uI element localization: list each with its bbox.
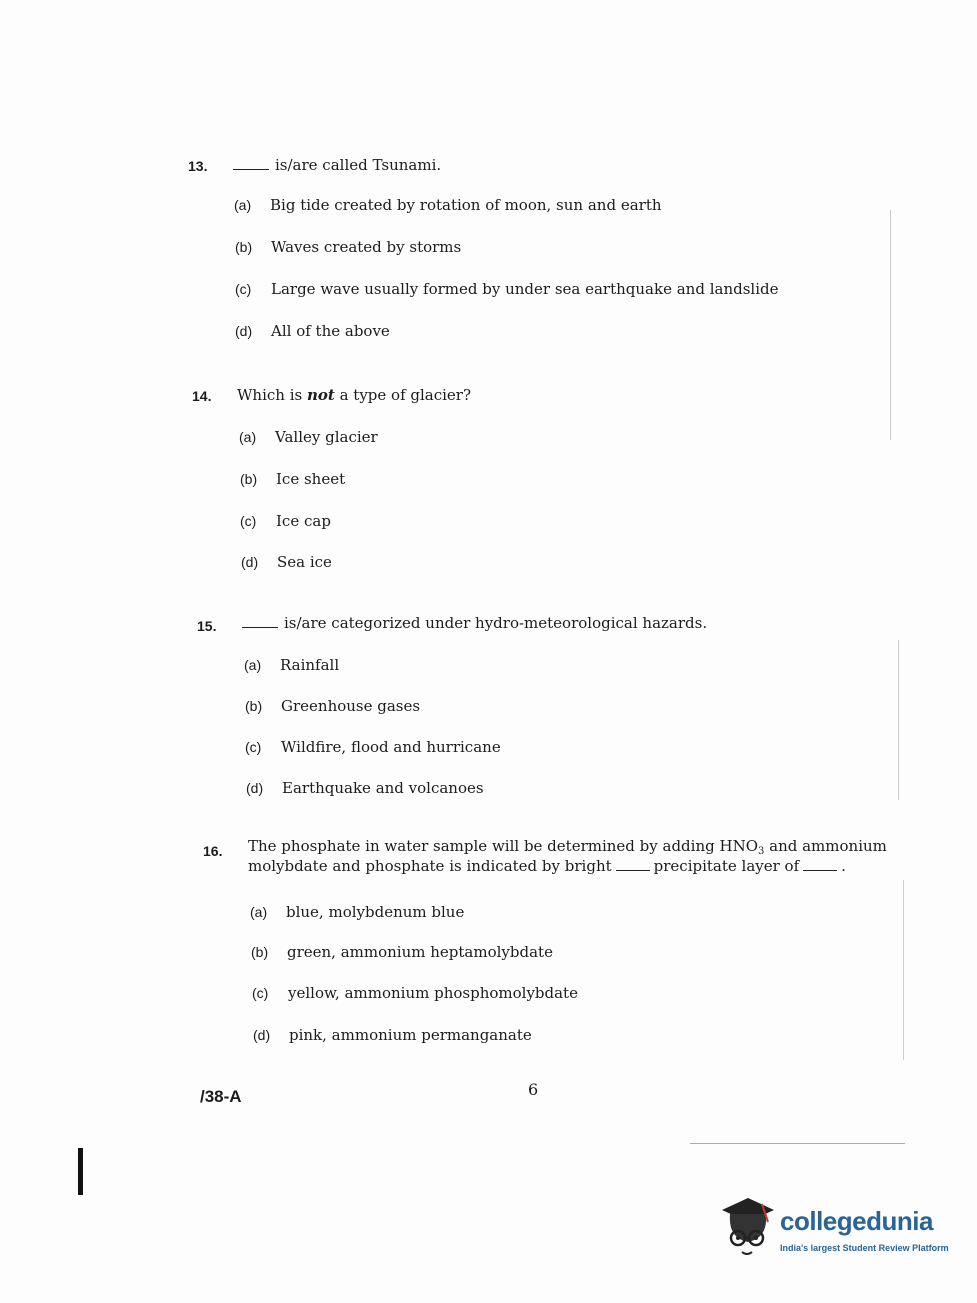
option-text: green, ammonium heptamolybdate <box>287 943 553 961</box>
option-label: (d) <box>246 780 264 796</box>
scan-margin-line <box>890 210 891 440</box>
question-text: Which is not a type of glacier? <box>237 386 472 404</box>
option-label: (c) <box>245 739 262 755</box>
option-text: Valley glacier <box>275 428 378 446</box>
option-label: (c) <box>240 513 257 529</box>
mascot-icon <box>718 1196 778 1262</box>
question-number: 16. <box>203 843 223 859</box>
question-13 <box>188 158 828 348</box>
option-label: (b) <box>245 698 263 714</box>
option-text: Wildfire, flood and hurricane <box>281 738 501 756</box>
option-d <box>241 553 332 571</box>
option-label: (d) <box>241 554 259 570</box>
option-label: (d) <box>235 323 253 339</box>
option-label: (c) <box>252 985 269 1001</box>
scan-edge-mark <box>78 1148 83 1195</box>
option-label: (d) <box>253 1027 271 1043</box>
paper-code: /38-A <box>200 1087 242 1106</box>
option-text: Large wave usually formed by under sea earthquake and landslide <box>271 280 779 298</box>
question-text: is/are called Tsunami. <box>233 156 441 174</box>
option-label: (a) <box>239 429 257 445</box>
option-label: (b) <box>240 471 258 487</box>
option-text: yellow, ammonium phosphomolybdate <box>288 984 578 1002</box>
option-text: Earthquake and volcanoes <box>282 779 484 797</box>
option-text: Greenhouse gases <box>281 697 421 715</box>
logo-name: collegedunia <box>780 1206 933 1236</box>
answer-blank <box>616 870 650 871</box>
option-label: (a) <box>234 197 252 213</box>
logo-tagline: India's largest Student Review Platform <box>780 1243 949 1253</box>
option-b <box>251 943 553 961</box>
option-b <box>240 470 345 488</box>
question-16 <box>203 837 887 1048</box>
option-text: Waves created by storms <box>271 238 462 256</box>
option-b <box>235 238 461 256</box>
scan-margin-line <box>903 880 904 1060</box>
question-number: 13. <box>188 158 208 174</box>
option-text: Big tide created by rotation of moon, sun and earth <box>270 196 662 214</box>
option-c <box>240 512 331 530</box>
option-label: (b) <box>251 944 269 960</box>
option-c <box>252 984 578 1002</box>
option-a <box>244 656 339 674</box>
question-text-line-1: The phosphate in water sample will be determined by adding $HNO_3$ and ammonium <box>248 837 887 857</box>
question-15 <box>197 614 757 808</box>
collegedunia-logo <box>718 1196 948 1262</box>
answer-blank <box>803 870 837 871</box>
option-text: Ice cap <box>276 512 331 530</box>
answer-blank <box>233 169 269 170</box>
question-text-line-2: molybdate and phosphate is indicated by bright precipitate layer of . <box>248 857 846 875</box>
option-text: Sea ice <box>277 553 332 571</box>
question-14 <box>192 388 692 578</box>
option-text: Ice sheet <box>276 470 346 488</box>
option-text: pink, ammonium permanganate <box>289 1026 532 1044</box>
option-text: Rainfall <box>280 656 340 674</box>
question-text: is/are categorized under hydro-meteorological hazards. <box>242 614 707 632</box>
option-label: (a) <box>244 657 262 673</box>
option-a <box>250 903 464 921</box>
option-text: blue, molybdenum blue <box>286 903 465 921</box>
question-number: 14. <box>192 388 212 404</box>
page-number: 6 <box>528 1080 539 1099</box>
option-label: (b) <box>235 239 253 255</box>
option-a <box>239 428 378 446</box>
option-label: (c) <box>235 281 252 297</box>
option-label: (a) <box>250 904 268 920</box>
option-d <box>235 322 390 340</box>
question-number: 15. <box>197 618 217 634</box>
answer-blank <box>242 627 278 628</box>
scan-line <box>690 1143 905 1144</box>
option-a <box>234 196 662 214</box>
option-c <box>235 280 778 298</box>
option-d <box>253 1026 532 1044</box>
option-text: All of the above <box>271 322 390 340</box>
option-d <box>246 779 484 797</box>
scan-margin-line <box>898 640 899 800</box>
option-b <box>245 697 420 715</box>
option-c <box>245 738 501 756</box>
